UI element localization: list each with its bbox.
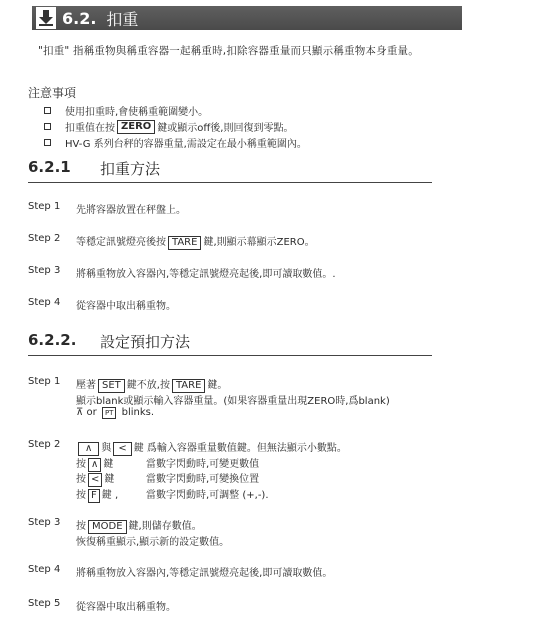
note-text-pre: 扣重值在按 [65,123,115,134]
intro-paragraph: "扣重" 指稱重物與稱重容器一起稱重時,扣除容器重量而只顯示稱重物本身重量。 [38,45,419,57]
key-row-pre: 按 [76,474,86,485]
square-bullet-icon [44,139,51,146]
note-item [44,135,307,150]
step-text-pre: 壓著 [76,380,96,391]
key-row-desc: 當數字閃動時,可調整 (+,-). [146,490,269,501]
step-text: 從容器中取出稱重物。 [76,602,176,613]
step-detail-line [76,407,154,419]
note-text-post: 鍵或顯示off後,則回復到零點。 [157,123,294,134]
step-label: Step 1 [28,376,61,387]
step-text-post: 鍵,則顯示幕顯示ZERO。 [203,237,315,248]
key-row-pre: 按 [76,459,86,470]
step-label: Step 3 [28,517,61,528]
up-key: ∧ [78,442,99,456]
subsection-title: 扣重方法 [100,160,161,178]
subsection-number: 6.2.2. [28,331,77,349]
step-text: 將稱重物放入容器內,等穩定訊號燈亮起後,即可讀取數值。 [76,568,333,579]
step-text [76,233,315,250]
section-header-bar [32,6,462,30]
notes-heading: 注意事項 [28,86,77,100]
note-text: 使用扣重時,會使稱重範圍變小。 [65,107,209,118]
set-key: SET [98,379,125,393]
mode-key: MODE [88,520,127,534]
step-text-mid: 鍵不放,按 [126,380,170,391]
step-label: Step 2 [28,233,61,244]
note-text: HV-G 系列台秤的容器重量,需設定在最小稱重範圍內。 [65,139,307,150]
step-text-pre: 等穩定訊號燈亮後按 [76,237,166,248]
note-item [44,119,293,134]
key-row [76,486,269,503]
step-text: 將稱重物放入容器內,等穩定訊號燈亮起後,即可讀取數值。. [76,269,336,280]
step-text [76,439,347,456]
note-item [44,103,208,118]
step-text: 先將容器放置在秤盤上。 [76,205,186,216]
zero-key: ZERO [117,120,155,134]
step-detail-line: 恢復稱重顯示,顯示新的設定數值。 [76,537,230,548]
subsection-heading [28,331,432,356]
key-row-mid: 鍵 , [101,490,119,501]
or-text: or [86,407,97,418]
key-row-pre: 按 [76,490,86,501]
step-text: 從容器中取出稱重物。 [76,301,176,312]
f-key: F [88,489,100,503]
left-key: < [113,442,131,456]
subsection-heading [28,158,432,183]
square-bullet-icon [44,123,51,130]
subsection-title: 設定預扣方法 [100,333,191,351]
tare-symbol-icon: ⊼ [76,407,84,418]
step-text [76,517,202,534]
key-row [76,470,260,487]
section-title: 扣重 [106,9,139,29]
square-bullet-icon [44,107,51,114]
tare-key: TARE [172,379,205,393]
preset-tare-symbol: PT [102,407,117,419]
step-label: Step 4 [28,297,61,308]
step-text [76,376,227,393]
up-key: ∧ [88,458,101,472]
step-label: Step 3 [28,265,61,276]
key-row-mid: 鍵 [104,474,115,485]
download-arrow-icon [36,7,56,29]
step-label: Step 2 [28,439,61,450]
step-label: Step 5 [28,598,61,609]
step-label: Step 4 [28,564,61,575]
and-text: 與 [101,443,112,454]
step-text-pre: 按 [76,521,86,532]
section-number: 6.2. [62,8,97,28]
step-text-post: 鍵 爲輸入容器重量數值鍵。但無法顯示小數點。 [133,443,347,454]
step-label: Step 1 [28,201,61,212]
subsection-number: 6.2.1 [28,158,71,176]
key-row-desc: 當數字閃動時,可變換位置 [146,474,260,485]
step-detail-line: 顯示blank或顯示輸入容器重量。(如果容器重量出現ZERO時,爲blank) [76,396,390,407]
tare-key: TARE [168,236,201,250]
blinks-text: blinks. [121,407,155,418]
step-text-post: 鍵,則儲存數值。 [128,521,202,532]
key-row-desc: 當數字閃動時,可變更數值 [146,459,260,470]
step-text-post: 鍵。 [207,380,228,391]
key-row-mid: 鍵 [103,459,114,470]
left-key: < [88,473,102,487]
